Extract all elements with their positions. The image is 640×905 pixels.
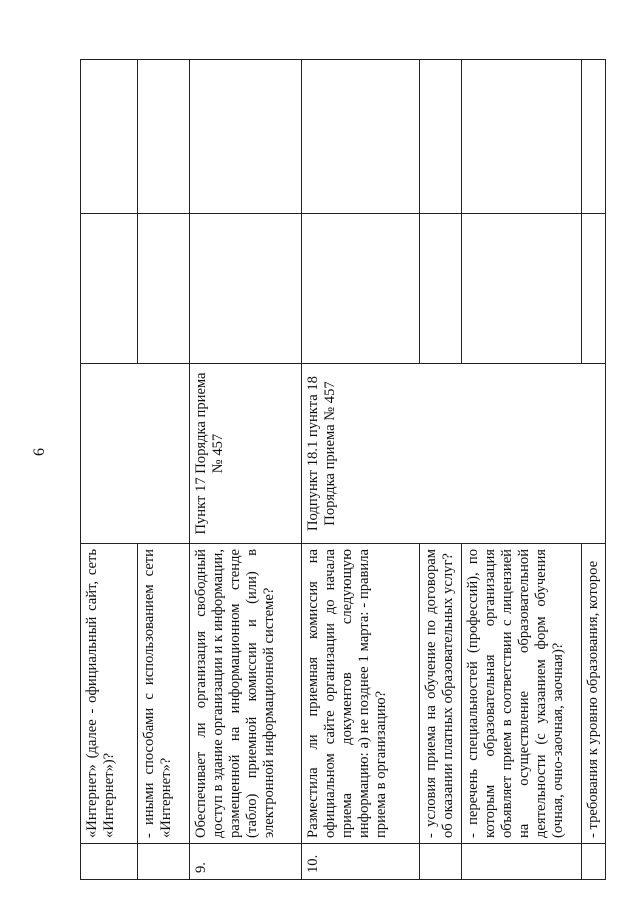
question-cell: - иными способами с использованием сети «Интернет»?: [138, 544, 190, 844]
row-number-cell: [462, 844, 582, 880]
question-cell: - перечень специальностей (профессий), по которым образовательная организация объявляет прием в соответствии с лицензией на осуществление образовательной деятельности (с указанием форм обучения (очная, очно-заочная, заочная)?: [462, 544, 582, 844]
empty-cell: [582, 60, 606, 214]
empty-cell: [462, 60, 582, 214]
empty-cell: [420, 214, 462, 364]
row-number-cell: 9.: [190, 844, 302, 880]
row-number-cell: [582, 844, 606, 880]
row-number-cell: [138, 844, 190, 880]
table-row: [190, 60, 302, 880]
table-row: [81, 60, 138, 880]
empty-cell: [420, 60, 462, 214]
row-number-cell: [81, 844, 138, 880]
empty-cell: [81, 60, 138, 214]
empty-cell: [138, 214, 190, 364]
rotated-content: [80, 60, 600, 880]
question-cell: «Интернет» (далее - официальный сайт, сеть «Интернет»)?: [81, 544, 138, 844]
checklist-table: [80, 59, 606, 880]
empty-cell: [81, 214, 138, 364]
empty-cell: [462, 214, 582, 364]
basis-cell: Пункт 17 Порядка приема № 457: [190, 364, 302, 544]
empty-cell: [582, 214, 606, 364]
basis-cell: [81, 364, 190, 544]
empty-cell: [302, 60, 420, 214]
empty-cell: [302, 214, 420, 364]
empty-cell: [138, 60, 190, 214]
empty-cell: [190, 214, 302, 364]
question-cell: - условия приема на обучение по договорам об оказании платных образовательных услуг?: [420, 544, 462, 844]
question-cell: Обеспечивает ли организация свободный доступ в здание организации и к информации, размещенной на информационном стенде (табло) приемной комиссии и (или) в электронной информационной системе?: [190, 544, 302, 844]
row-number-cell: 10.: [302, 844, 420, 880]
page-number: 6: [31, 448, 48, 456]
question-cell: - требования к уровню образования, которое: [582, 544, 606, 844]
basis-cell: Подпункт 18.1 пункта 18 Порядка приема № 457: [302, 364, 606, 544]
question-cell: Разместила ли приемная комиссия на официальном сайте организации до начала приема документов следующую информацию: а) не позднее 1 марта: - правила приема в организацию?: [302, 544, 420, 844]
empty-cell: [190, 60, 302, 214]
row-number-cell: [420, 844, 462, 880]
table-row: [302, 60, 420, 880]
